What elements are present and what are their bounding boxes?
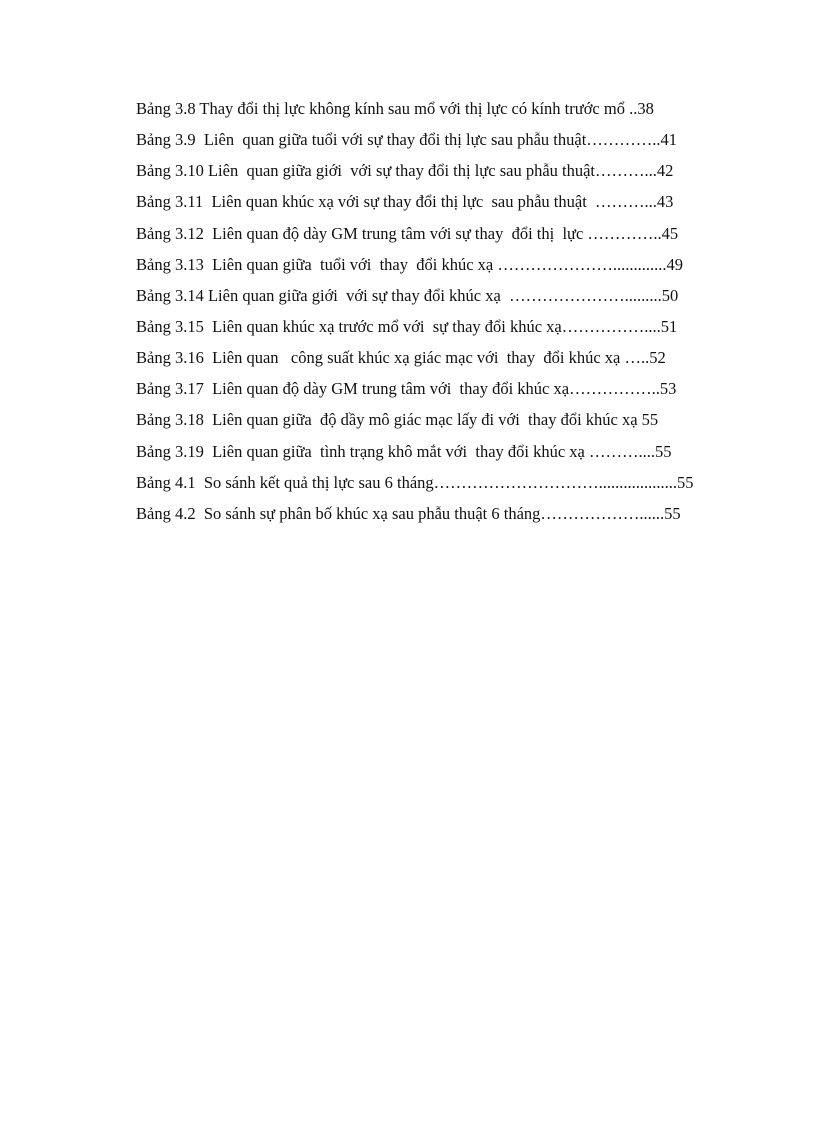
toc-entry-bang-3-19: Bảng 3.19 Liên quan giữa tình trạng khô mắt với thay đổi khúc xạ ………....55 bbox=[136, 441, 672, 461]
toc-entry-bang-3-12: Bảng 3.12 Liên quan độ dày GM trung tâm với sự thay đổi thị lực …………..45 bbox=[136, 223, 679, 243]
toc-entry-bang-3-15: Bảng 3.15 Liên quan khúc xạ trước mổ với sự thay đổi khúc xạ……………....51 bbox=[136, 316, 678, 336]
toc-entry-bang-3-17: Bảng 3.17 Liên quan độ dày GM trung tâm với thay đổi khúc xạ……………..53 bbox=[136, 379, 677, 399]
toc-entry-bang-3-11: Bảng 3.11 Liên quan khúc xạ với sự thay đổi thị lực sau phẫu thuật ………...43 bbox=[136, 192, 674, 212]
list-of-tables bbox=[136, 93, 738, 529]
toc-entry-bang-3-8: Bảng 3.8 Thay đổi thị lực không kính sau mổ với thị lực có kính trước mổ ..38 bbox=[136, 99, 654, 118]
toc-entry-bang-3-18: Bảng 3.18 Liên quan giữa độ dầy mô giác mạc lấy đi với thay đổi khúc xạ 55 bbox=[136, 410, 659, 430]
toc-entry-bang-3-16: Bảng 3.16 Liên quan công suất khúc xạ giác mạc với thay đổi khúc xạ …..52 bbox=[136, 348, 666, 368]
toc-entry-bang-3-10: Bảng 3.10 Liên quan giữa giới với sự thay đổi thị lực sau phẫu thuật………...42 bbox=[136, 161, 674, 181]
toc-entry-bang-3-14: Bảng 3.14 Liên quan giữa giới với sự thay đổi khúc xạ ………………….........50 bbox=[136, 285, 679, 305]
toc-entry-bang-4-2: Bảng 4.2 So sánh sự phân bố khúc xạ sau phẫu thuật 6 tháng………………......55 bbox=[136, 503, 681, 523]
toc-entry-bang-4-1: Bảng 4.1 So sánh kết quả thị lực sau 6 tháng…………………………...................55 bbox=[136, 472, 694, 492]
toc-entry-bang-3-13: Bảng 3.13 Liên quan giữa tuổi với thay đổi khúc xạ ………………….............49 bbox=[136, 254, 683, 274]
toc-entry-bang-3-9: Bảng 3.9 Liên quan giữa tuổi với sự thay đổi thị lực sau phẫu thuật…………..41 bbox=[136, 130, 678, 150]
